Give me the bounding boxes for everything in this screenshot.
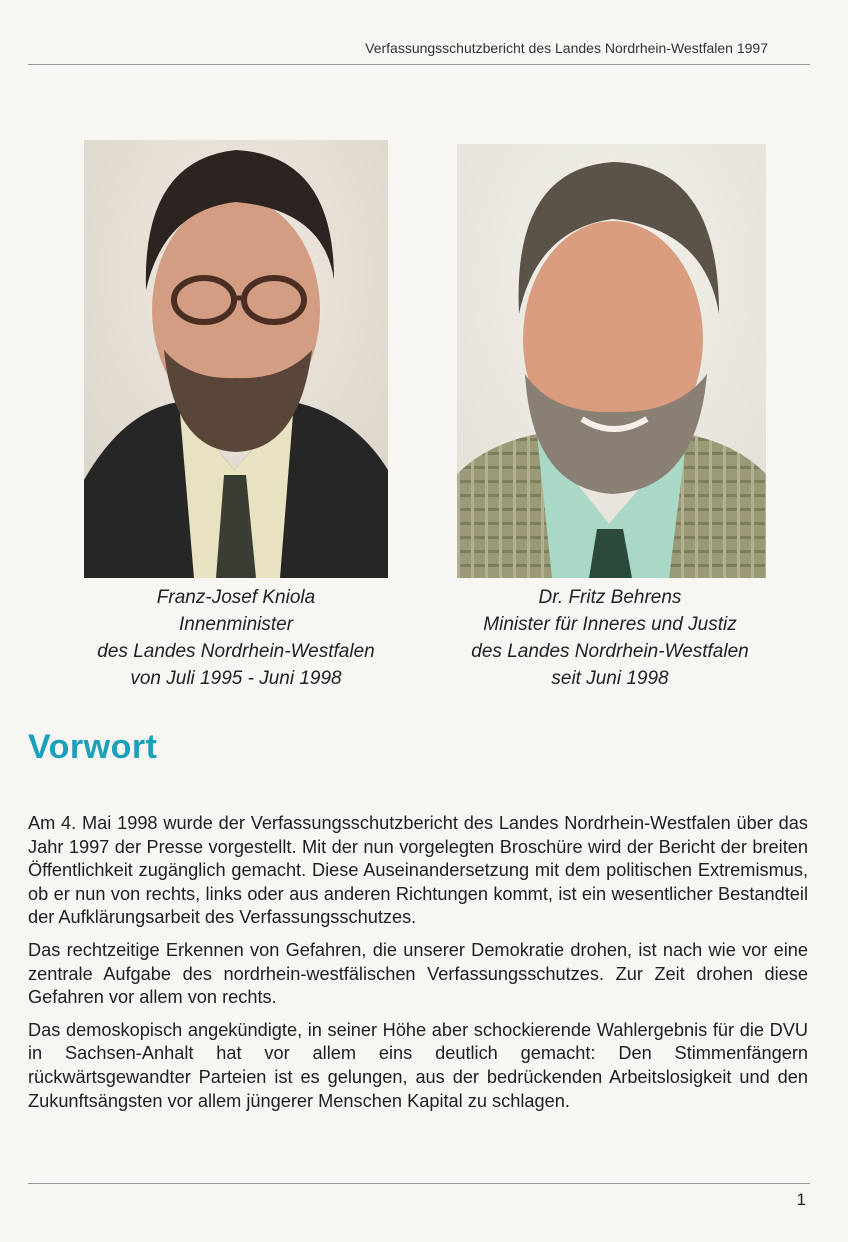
foreword-body — [28, 812, 808, 1122]
caption-name: Franz-Josef Kniola — [156, 587, 316, 608]
header-rule — [28, 64, 810, 65]
portrait-photo-kniola — [84, 140, 388, 578]
caption-term: von Juli 1995 - Juni 1998 — [130, 668, 342, 689]
footer-rule — [28, 1183, 810, 1184]
portrait-photo-behrens — [457, 144, 766, 578]
caption-kniola — [56, 584, 416, 692]
caption-role: Minister für Inneres und Justiz — [483, 614, 737, 635]
caption-name: Dr. Fritz Behrens — [538, 587, 682, 608]
section-heading: Vorwort — [28, 728, 158, 766]
paragraph: Am 4. Mai 1998 wurde der Verfassungsschutzbericht des Landes Nordrhein-Westfalen über das Jahr 1997 der Presse vorgestellt. Mit der nun vorgelegten Broschüre wird der Bericht der breiten Öffentlichkeit zugänglich gemacht. Diese Auseinandersetzung mit dem politischen Extremismus, ob er nun von rechts, links oder aus anderen Richtungen kommt, ist ein wesentlicher Bestandteil der Aufklärungsarbeit des Verfassungsschutzes. — [28, 813, 808, 928]
running-header: Verfassungsschutzbericht des Landes Nordrhein-Westfalen 1997 — [365, 40, 768, 56]
paragraph: Das rechtzeitige Erkennen von Gefahren, die unserer Demokratie drohen, ist nach wie vor eine zentrale Aufgabe des nordrhein-westfälischen Verfassungsschutzes. Zur Zeit drohen diese Gefahren vor allem von rechts. — [28, 939, 808, 1008]
page-number: 1 — [796, 1190, 806, 1209]
caption-role: Innenminister — [178, 614, 294, 635]
caption-term: seit Juni 1998 — [551, 668, 669, 689]
caption-behrens — [430, 584, 790, 692]
caption-office: des Landes Nordrhein-Westfalen — [471, 641, 749, 662]
paragraph: Das demoskopisch angekündigte, in seiner Höhe aber schockierende Wahlergebnis für die DVU in Sachsen-Anhalt hat vor allem eins deutlich gemacht: Den Stimmenfängern rückwärtsgewandter Parteien ist es gelungen, aus der bedrückenden Arbeitslosigkeit und den Zukunftsängsten vor allem jüngerer Menschen Kapital zu schlagen. — [28, 1019, 808, 1111]
caption-office: des Landes Nordrhein-Westfalen — [97, 641, 375, 662]
